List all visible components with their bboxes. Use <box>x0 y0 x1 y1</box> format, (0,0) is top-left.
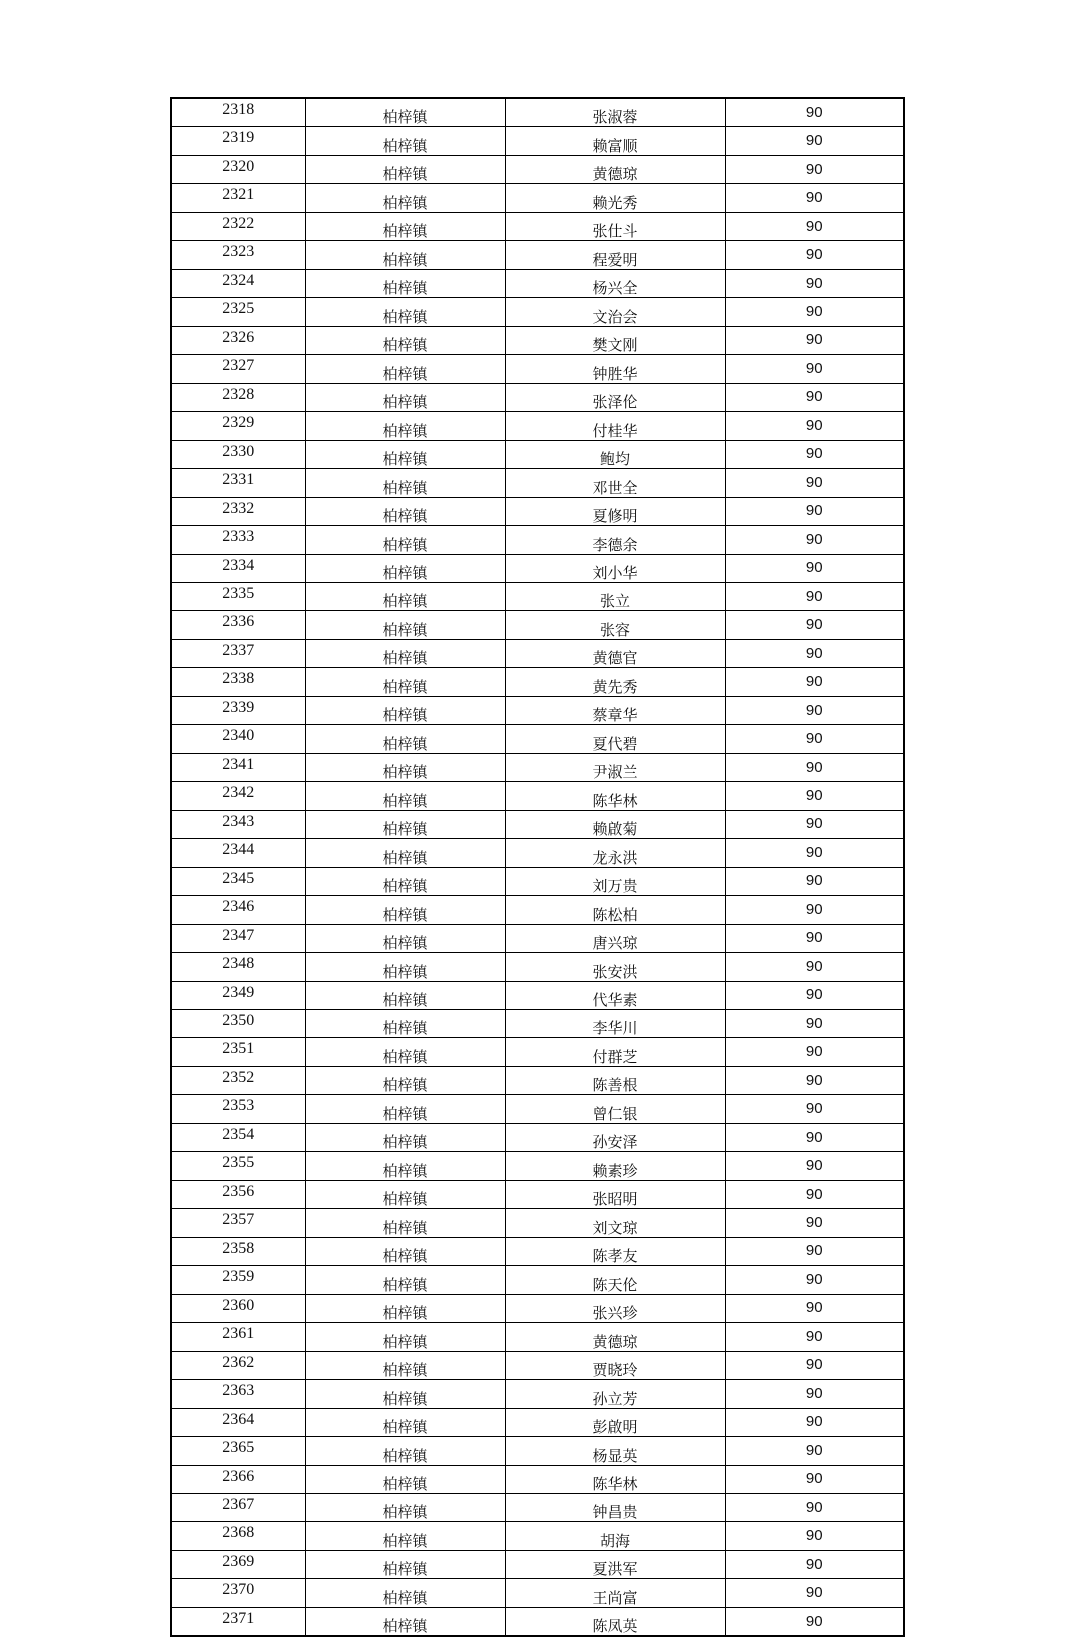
row-number-cell: 2359 <box>171 1266 305 1294</box>
row-number-cell: 2326 <box>171 326 305 354</box>
name-cell: 付桂华 <box>505 412 725 440</box>
row-number-cell: 2334 <box>171 554 305 582</box>
row-number-cell: 2353 <box>171 1095 305 1123</box>
score-cell: 90 <box>725 1408 904 1436</box>
score-cell: 90 <box>725 1380 904 1408</box>
row-number-cell: 2329 <box>171 412 305 440</box>
score-cell: 90 <box>725 896 904 924</box>
score-cell: 90 <box>725 469 904 497</box>
row-number-cell: 2356 <box>171 1180 305 1208</box>
data-table <box>170 97 905 1637</box>
table-row <box>171 1123 904 1151</box>
name-cell: 李德余 <box>505 526 725 554</box>
row-number-cell: 2337 <box>171 639 305 667</box>
table-row <box>171 981 904 1009</box>
score-cell: 90 <box>725 326 904 354</box>
row-number-cell: 2338 <box>171 668 305 696</box>
town-cell: 柏梓镇 <box>305 269 505 297</box>
row-number-cell: 2332 <box>171 497 305 525</box>
table-row <box>171 497 904 525</box>
town-cell: 柏梓镇 <box>305 184 505 212</box>
town-cell: 柏梓镇 <box>305 1607 505 1636</box>
row-number-cell: 2368 <box>171 1522 305 1550</box>
town-cell: 柏梓镇 <box>305 725 505 753</box>
town-cell: 柏梓镇 <box>305 554 505 582</box>
table-row <box>171 1209 904 1237</box>
score-cell: 90 <box>725 526 904 554</box>
name-cell: 杨显英 <box>505 1437 725 1465</box>
row-number-cell: 2361 <box>171 1323 305 1351</box>
name-cell: 陈华林 <box>505 782 725 810</box>
row-number-cell: 2321 <box>171 184 305 212</box>
table-row <box>171 639 904 667</box>
town-cell: 柏梓镇 <box>305 1437 505 1465</box>
town-cell: 柏梓镇 <box>305 867 505 895</box>
row-number-cell: 2357 <box>171 1209 305 1237</box>
score-cell: 90 <box>725 269 904 297</box>
town-cell: 柏梓镇 <box>305 98 505 127</box>
name-cell: 陈天伦 <box>505 1266 725 1294</box>
town-cell: 柏梓镇 <box>305 696 505 724</box>
name-cell: 孙立芳 <box>505 1380 725 1408</box>
score-cell: 90 <box>725 440 904 468</box>
table-row <box>171 1550 904 1578</box>
table-row <box>171 326 904 354</box>
score-cell: 90 <box>725 98 904 127</box>
score-cell: 90 <box>725 725 904 753</box>
score-cell: 90 <box>725 1209 904 1237</box>
table-row <box>171 1607 904 1636</box>
table-row <box>171 896 904 924</box>
row-number-cell: 2369 <box>171 1550 305 1578</box>
table-row <box>171 1323 904 1351</box>
row-number-cell: 2363 <box>171 1380 305 1408</box>
name-cell: 张泽伦 <box>505 383 725 411</box>
score-cell: 90 <box>725 497 904 525</box>
table-row <box>171 1010 904 1038</box>
name-cell: 付群芝 <box>505 1038 725 1066</box>
table-row <box>171 1180 904 1208</box>
table-row <box>171 412 904 440</box>
town-cell: 柏梓镇 <box>305 668 505 696</box>
score-cell: 90 <box>725 298 904 326</box>
name-cell: 陈善根 <box>505 1066 725 1094</box>
name-cell: 夏修明 <box>505 497 725 525</box>
table-row <box>171 1380 904 1408</box>
score-cell: 90 <box>725 127 904 155</box>
town-cell: 柏梓镇 <box>305 782 505 810</box>
score-cell: 90 <box>725 355 904 383</box>
town-cell: 柏梓镇 <box>305 924 505 952</box>
table-row <box>171 1294 904 1322</box>
row-number-cell: 2360 <box>171 1294 305 1322</box>
score-cell: 90 <box>725 1437 904 1465</box>
score-cell: 90 <box>725 1607 904 1636</box>
score-cell: 90 <box>725 212 904 240</box>
score-cell: 90 <box>725 981 904 1009</box>
score-cell: 90 <box>725 1180 904 1208</box>
name-cell: 樊文刚 <box>505 326 725 354</box>
town-cell: 柏梓镇 <box>305 981 505 1009</box>
town-cell: 柏梓镇 <box>305 326 505 354</box>
table-row <box>171 383 904 411</box>
name-cell: 张淑蓉 <box>505 98 725 127</box>
table-row <box>171 298 904 326</box>
row-number-cell: 2352 <box>171 1066 305 1094</box>
name-cell: 赖光秀 <box>505 184 725 212</box>
town-cell: 柏梓镇 <box>305 1266 505 1294</box>
table-row <box>171 1266 904 1294</box>
row-number-cell: 2351 <box>171 1038 305 1066</box>
name-cell: 赖素珍 <box>505 1152 725 1180</box>
table-row <box>171 98 904 127</box>
score-cell: 90 <box>725 412 904 440</box>
row-number-cell: 2345 <box>171 867 305 895</box>
score-cell: 90 <box>725 782 904 810</box>
row-number-cell: 2355 <box>171 1152 305 1180</box>
name-cell: 张兴珍 <box>505 1294 725 1322</box>
name-cell: 夏洪军 <box>505 1550 725 1578</box>
table-row <box>171 1465 904 1493</box>
name-cell: 王尚富 <box>505 1579 725 1607</box>
name-cell: 黄德琼 <box>505 155 725 183</box>
table-row <box>171 269 904 297</box>
name-cell: 李华川 <box>505 1010 725 1038</box>
score-cell: 90 <box>725 1038 904 1066</box>
town-cell: 柏梓镇 <box>305 1550 505 1578</box>
table-row <box>171 184 904 212</box>
name-cell: 陈凤英 <box>505 1607 725 1636</box>
town-cell: 柏梓镇 <box>305 896 505 924</box>
score-cell: 90 <box>725 184 904 212</box>
score-cell: 90 <box>725 383 904 411</box>
row-number-cell: 2318 <box>171 98 305 127</box>
name-cell: 张容 <box>505 611 725 639</box>
name-cell: 张仕斗 <box>505 212 725 240</box>
town-cell: 柏梓镇 <box>305 1038 505 1066</box>
town-cell: 柏梓镇 <box>305 810 505 838</box>
table-row <box>171 355 904 383</box>
table-row <box>171 953 904 981</box>
name-cell: 邓世全 <box>505 469 725 497</box>
row-number-cell: 2365 <box>171 1437 305 1465</box>
score-cell: 90 <box>725 953 904 981</box>
row-number-cell: 2335 <box>171 582 305 610</box>
town-cell: 柏梓镇 <box>305 1493 505 1521</box>
name-cell: 尹淑兰 <box>505 753 725 781</box>
score-cell: 90 <box>725 753 904 781</box>
table-row <box>171 753 904 781</box>
row-number-cell: 2350 <box>171 1010 305 1038</box>
row-number-cell: 2333 <box>171 526 305 554</box>
score-cell: 90 <box>725 1066 904 1094</box>
row-number-cell: 2341 <box>171 753 305 781</box>
score-cell: 90 <box>725 867 904 895</box>
score-cell: 90 <box>725 1579 904 1607</box>
town-cell: 柏梓镇 <box>305 1010 505 1038</box>
row-number-cell: 2358 <box>171 1237 305 1265</box>
name-cell: 钟昌贵 <box>505 1493 725 1521</box>
row-number-cell: 2347 <box>171 924 305 952</box>
score-cell: 90 <box>725 241 904 269</box>
town-cell: 柏梓镇 <box>305 383 505 411</box>
row-number-cell: 2343 <box>171 810 305 838</box>
table-row <box>171 1066 904 1094</box>
town-cell: 柏梓镇 <box>305 241 505 269</box>
score-cell: 90 <box>725 155 904 183</box>
town-cell: 柏梓镇 <box>305 1123 505 1151</box>
town-cell: 柏梓镇 <box>305 355 505 383</box>
name-cell: 黄德官 <box>505 639 725 667</box>
table-row <box>171 1437 904 1465</box>
row-number-cell: 2362 <box>171 1351 305 1379</box>
town-cell: 柏梓镇 <box>305 298 505 326</box>
name-cell: 陈华林 <box>505 1465 725 1493</box>
name-cell: 赖啟菊 <box>505 810 725 838</box>
table-row <box>171 839 904 867</box>
table-row <box>171 1038 904 1066</box>
town-cell: 柏梓镇 <box>305 1380 505 1408</box>
row-number-cell: 2349 <box>171 981 305 1009</box>
score-cell: 90 <box>725 924 904 952</box>
score-cell: 90 <box>725 1294 904 1322</box>
score-cell: 90 <box>725 1237 904 1265</box>
score-cell: 90 <box>725 810 904 838</box>
table-row <box>171 611 904 639</box>
name-cell: 曾仁银 <box>505 1095 725 1123</box>
name-cell: 孙安泽 <box>505 1123 725 1151</box>
score-cell: 90 <box>725 1493 904 1521</box>
table-row <box>171 1493 904 1521</box>
name-cell: 张安洪 <box>505 953 725 981</box>
score-cell: 90 <box>725 582 904 610</box>
row-number-cell: 2336 <box>171 611 305 639</box>
town-cell: 柏梓镇 <box>305 1180 505 1208</box>
name-cell: 陈孝友 <box>505 1237 725 1265</box>
name-cell: 彭啟明 <box>505 1408 725 1436</box>
town-cell: 柏梓镇 <box>305 412 505 440</box>
row-number-cell: 2323 <box>171 241 305 269</box>
table-row <box>171 212 904 240</box>
town-cell: 柏梓镇 <box>305 127 505 155</box>
score-cell: 90 <box>725 1010 904 1038</box>
score-cell: 90 <box>725 1522 904 1550</box>
name-cell: 黄德琼 <box>505 1323 725 1351</box>
score-cell: 90 <box>725 1550 904 1578</box>
score-cell: 90 <box>725 839 904 867</box>
score-cell: 90 <box>725 1152 904 1180</box>
town-cell: 柏梓镇 <box>305 611 505 639</box>
name-cell: 龙永洪 <box>505 839 725 867</box>
score-cell: 90 <box>725 1323 904 1351</box>
row-number-cell: 2325 <box>171 298 305 326</box>
score-cell: 90 <box>725 696 904 724</box>
town-cell: 柏梓镇 <box>305 1323 505 1351</box>
score-cell: 90 <box>725 668 904 696</box>
town-cell: 柏梓镇 <box>305 1237 505 1265</box>
town-cell: 柏梓镇 <box>305 212 505 240</box>
name-cell: 杨兴全 <box>505 269 725 297</box>
name-cell: 陈松柏 <box>505 896 725 924</box>
table-row <box>171 924 904 952</box>
score-cell: 90 <box>725 1351 904 1379</box>
name-cell: 张昭明 <box>505 1180 725 1208</box>
row-number-cell: 2340 <box>171 725 305 753</box>
town-cell: 柏梓镇 <box>305 1522 505 1550</box>
table-row <box>171 526 904 554</box>
town-cell: 柏梓镇 <box>305 526 505 554</box>
name-cell: 刘文琼 <box>505 1209 725 1237</box>
row-number-cell: 2319 <box>171 127 305 155</box>
town-cell: 柏梓镇 <box>305 155 505 183</box>
table-row <box>171 1095 904 1123</box>
table-row <box>171 668 904 696</box>
town-cell: 柏梓镇 <box>305 1152 505 1180</box>
row-number-cell: 2344 <box>171 839 305 867</box>
row-number-cell: 2364 <box>171 1408 305 1436</box>
town-cell: 柏梓镇 <box>305 1066 505 1094</box>
row-number-cell: 2331 <box>171 469 305 497</box>
table-row <box>171 725 904 753</box>
town-cell: 柏梓镇 <box>305 1095 505 1123</box>
name-cell: 黄先秀 <box>505 668 725 696</box>
name-cell: 鲍均 <box>505 440 725 468</box>
name-cell: 唐兴琼 <box>505 924 725 952</box>
town-cell: 柏梓镇 <box>305 1408 505 1436</box>
table-row <box>171 810 904 838</box>
table-body <box>171 98 904 1636</box>
town-cell: 柏梓镇 <box>305 440 505 468</box>
row-number-cell: 2324 <box>171 269 305 297</box>
town-cell: 柏梓镇 <box>305 469 505 497</box>
table-row <box>171 867 904 895</box>
score-cell: 90 <box>725 1095 904 1123</box>
score-cell: 90 <box>725 1123 904 1151</box>
town-cell: 柏梓镇 <box>305 497 505 525</box>
score-cell: 90 <box>725 1465 904 1493</box>
table-row <box>171 155 904 183</box>
name-cell: 程爱明 <box>505 241 725 269</box>
name-cell: 文治会 <box>505 298 725 326</box>
name-cell: 钟胜华 <box>505 355 725 383</box>
table-row <box>171 696 904 724</box>
row-number-cell: 2328 <box>171 383 305 411</box>
row-number-cell: 2342 <box>171 782 305 810</box>
town-cell: 柏梓镇 <box>305 1294 505 1322</box>
table-row <box>171 1579 904 1607</box>
row-number-cell: 2320 <box>171 155 305 183</box>
name-cell: 胡海 <box>505 1522 725 1550</box>
table-row <box>171 782 904 810</box>
town-cell: 柏梓镇 <box>305 639 505 667</box>
table-row <box>171 469 904 497</box>
name-cell: 赖富顺 <box>505 127 725 155</box>
town-cell: 柏梓镇 <box>305 1465 505 1493</box>
row-number-cell: 2367 <box>171 1493 305 1521</box>
table-row <box>171 127 904 155</box>
town-cell: 柏梓镇 <box>305 753 505 781</box>
row-number-cell: 2354 <box>171 1123 305 1151</box>
table-row <box>171 1522 904 1550</box>
row-number-cell: 2371 <box>171 1607 305 1636</box>
name-cell: 贾晓玲 <box>505 1351 725 1379</box>
table-row <box>171 1152 904 1180</box>
name-cell: 张立 <box>505 582 725 610</box>
score-cell: 90 <box>725 639 904 667</box>
town-cell: 柏梓镇 <box>305 839 505 867</box>
score-cell: 90 <box>725 554 904 582</box>
table-row <box>171 554 904 582</box>
town-cell: 柏梓镇 <box>305 1579 505 1607</box>
name-cell: 蔡章华 <box>505 696 725 724</box>
town-cell: 柏梓镇 <box>305 953 505 981</box>
table-row <box>171 241 904 269</box>
table-row <box>171 1351 904 1379</box>
name-cell: 刘万贵 <box>505 867 725 895</box>
row-number-cell: 2346 <box>171 896 305 924</box>
row-number-cell: 2327 <box>171 355 305 383</box>
town-cell: 柏梓镇 <box>305 582 505 610</box>
table-row <box>171 582 904 610</box>
name-cell: 代华素 <box>505 981 725 1009</box>
town-cell: 柏梓镇 <box>305 1209 505 1237</box>
row-number-cell: 2366 <box>171 1465 305 1493</box>
table-row <box>171 440 904 468</box>
score-cell: 90 <box>725 611 904 639</box>
table-row <box>171 1237 904 1265</box>
row-number-cell: 2330 <box>171 440 305 468</box>
row-number-cell: 2370 <box>171 1579 305 1607</box>
row-number-cell: 2348 <box>171 953 305 981</box>
name-cell: 夏代碧 <box>505 725 725 753</box>
table-row <box>171 1408 904 1436</box>
row-number-cell: 2339 <box>171 696 305 724</box>
score-cell: 90 <box>725 1266 904 1294</box>
row-number-cell: 2322 <box>171 212 305 240</box>
town-cell: 柏梓镇 <box>305 1351 505 1379</box>
name-cell: 刘小华 <box>505 554 725 582</box>
